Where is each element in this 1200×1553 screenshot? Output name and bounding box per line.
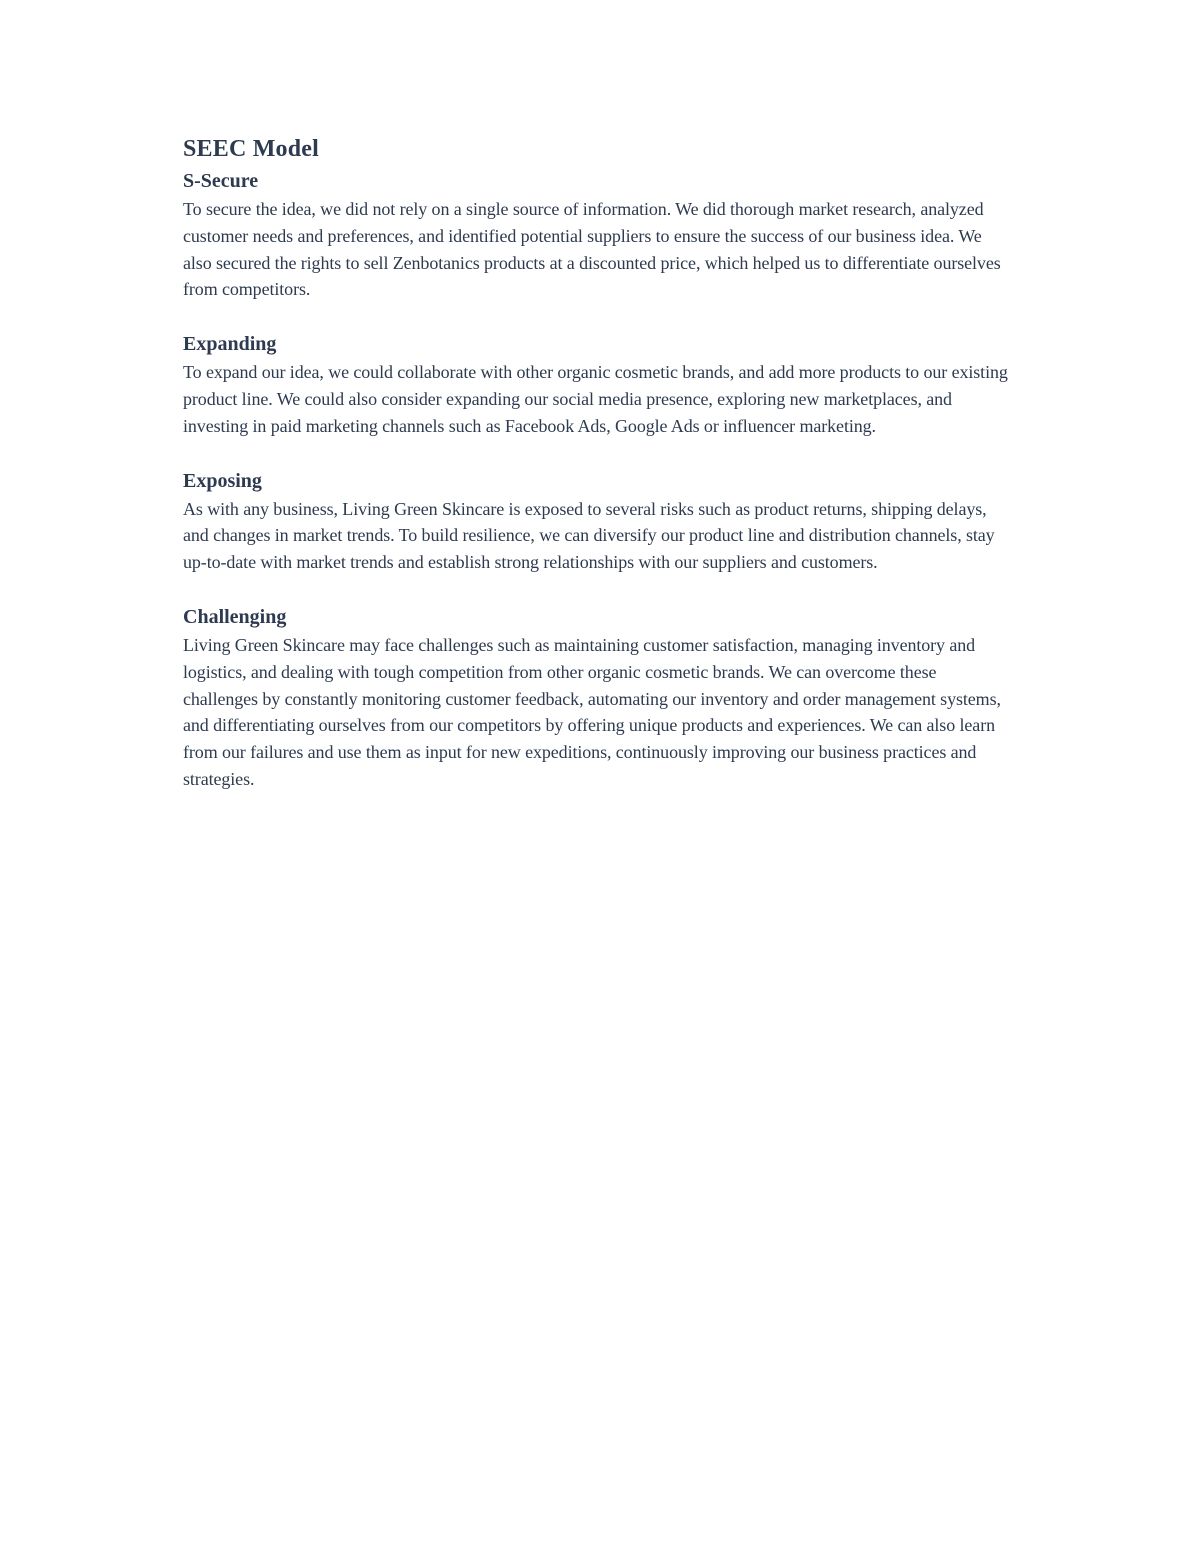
section-body: To secure the idea, we did not rely on a single source of information. We did thorough market research, analyzed customer needs and preferences, and identified potential suppliers to ensure the success of our business idea. We also secured the rights to sell Zenbotanics products at a discounted price, which helped us to differentiate ourselves from competitors. xyxy=(183,199,1001,300)
section-heading: Exposing xyxy=(183,469,262,492)
section-challenging xyxy=(183,602,1013,793)
section-body: Living Green Skincare may face challenges such as maintaining customer satisfaction, managing inventory and logistics, and dealing with tough competition from other organic cosmetic brands. We can overcome these challenges by constantly monitoring customer feedback, automating our inventory and order management systems, and differentiating ourselves from our competitors by offering unique products and experiences. We can also learn from our failures and use them as input for new expeditions, continuously improving our business practices and strategies. xyxy=(183,634,1001,789)
section-heading: Expanding xyxy=(183,333,277,356)
section-exposing xyxy=(183,466,1013,576)
section-expanding xyxy=(183,329,1013,439)
section-heading: Challenging xyxy=(183,605,287,628)
document-title: SEEC Model xyxy=(183,136,320,162)
section-heading: S-Secure xyxy=(183,170,259,192)
section-secure xyxy=(183,166,1013,303)
section-body: As with any business, Living Green Skincare is exposed to several risks such as product returns, shipping delays, and changes in market trends. To build resilience, we can diversify our product line and distribution channels, stay up-to-date with market trends and establish strong relationships with our suppliers and customers. xyxy=(183,498,995,573)
section-body: To expand our idea, we could collaborate with other organic cosmetic brands, and add more products to our existing product line. We could also consider expanding our social media presence, exploring new marketplaces, and investing in paid marketing channels such as Facebook Ads, Google Ads or influencer marketing. xyxy=(183,362,1008,436)
document-page xyxy=(183,132,1013,819)
